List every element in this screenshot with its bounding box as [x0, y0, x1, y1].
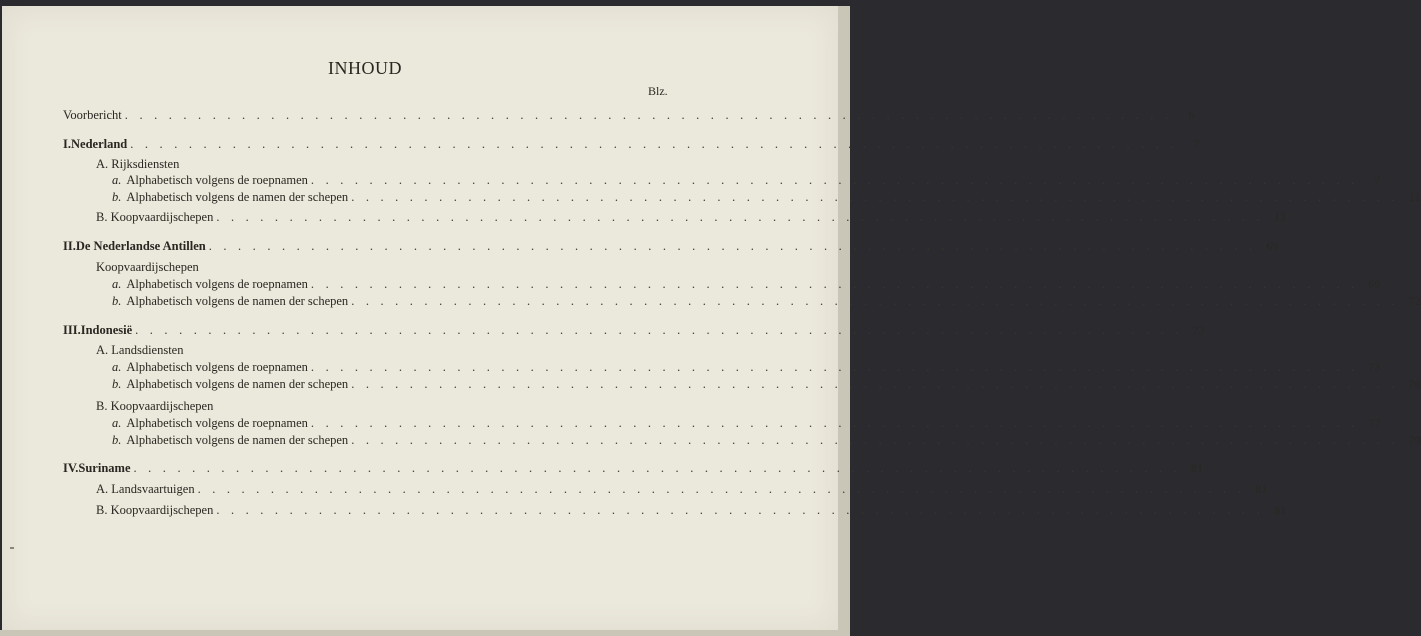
dot-leader: . . . . . . . . . . . . . . . . . . . . . . . . . . . . . . . . . . . . . . . . . . . . . . . . . . . . . . . . . . . . . . . . . . . . . . . .	[208, 239, 1257, 253]
toc-entry-id-a-a	[112, 360, 1381, 378]
toc-entry-label: Alphabetisch volgens de namen der schepen	[126, 294, 349, 308]
toc-entry-na-a	[112, 277, 1381, 295]
toc-entry-label: Koopvaardijschepen	[96, 260, 199, 274]
toc-subsection-koopvaardijschepen	[96, 260, 671, 278]
toc-page-number: 77	[1368, 416, 1381, 430]
toc-entry-label: A. Rijksdiensten	[96, 157, 180, 171]
toc-section-antillen	[63, 239, 1279, 257]
toc-entry-voorbericht	[63, 108, 1195, 126]
toc-entry-label: A. Landsdiensten	[96, 343, 184, 357]
toc-entry-id-b-a	[112, 416, 1381, 434]
dot-leader: . . . . . . . . . . . . . . . . . . . . . . . . . . . . . . . . . . . . . . . . . . . . . . . . . . . . . . . . . . . . . . . . . . . . . . . .	[216, 210, 1264, 224]
item-letter: a.	[112, 416, 122, 430]
toc-entry-label: Voorbericht	[63, 108, 122, 122]
toc-subsection-koopvaardijschepen-id	[96, 399, 671, 417]
paper-speck	[10, 547, 14, 549]
item-letter: b.	[112, 433, 122, 447]
section-number: III.	[63, 323, 81, 337]
toc-entry-label: Alphabetisch volgens de roepnamen	[126, 360, 308, 374]
toc-page-number: 81	[1255, 482, 1268, 496]
dot-leader: . . . . . . . . . . . . . . . . . . . . . . . . . . . . . . . . . . . . . . . . . . . . . . . . . . . . . . . . . . . . . . . . . . . . . . . .	[197, 482, 1246, 496]
toc-entry-label: B. Koopvaardijschepen	[96, 210, 214, 224]
section-number: II.	[63, 239, 76, 253]
item-letter: a.	[112, 360, 122, 374]
toc-entry-label: A. Landsvaartuigen	[96, 482, 195, 496]
toc-entry-nl-b	[96, 210, 1286, 228]
toc-page-number: 73	[1368, 360, 1381, 374]
toc-entry-label: Alphabetisch volgens de roepnamen	[126, 416, 308, 430]
toc-entry-label: Alphabetisch volgens de namen der schepen	[126, 190, 349, 204]
toc-page-number: 72	[1408, 294, 1421, 308]
page-edge-right	[838, 6, 850, 636]
toc-entry-label: Nederland	[71, 137, 128, 151]
dot-leader: . . . . . . . . . . . . . . . . . . . . . . . . . . . . . . . . . . . . . . . . . . . . . . . . . . . . . . . . . . . . . . . . . . . . . . . .	[310, 173, 1359, 187]
dot-leader: . . . . . . . . . . . . . . . . . . . . . . . . . . . . . . . . . . . . . . . . . . . . . . . . . . . . . . . . . . . . . . . . . . . . . . . .	[351, 433, 1399, 447]
dot-leader: . . . . . . . . . . . . . . . . . . . . . . . . . . . . . . . . . . . . . . . . . . . . . . . . . . . . . . . . . . . . . . . . . . . . . . . .	[124, 108, 1173, 122]
dot-leader: . . . . . . . . . . . . . . . . . . . . . . . . . . . . . . . . . . . . . . . . . . . . . . . . . . . . . . . . . . . . . . . . . . . . . . . .	[351, 294, 1399, 308]
toc-page-number: 7	[1374, 173, 1381, 187]
toc-section-indonesie	[63, 323, 1205, 341]
toc-page-number: 79	[1408, 433, 1421, 447]
toc-entry-label: Alphabetisch volgens de namen der schepen	[126, 433, 349, 447]
toc-entry-sr-a	[96, 482, 1268, 500]
dot-leader: . . . . . . . . . . . . . . . . . . . . . . . . . . . . . . . . . . . . . . . . . . . . . . . . . . . . . . . . . . . . . . . . . . . . . . . .	[351, 190, 1399, 204]
toc-entry-label: Alphabetisch volgens de roepnamen	[126, 277, 308, 291]
toc-page-number: 69	[1368, 277, 1381, 291]
toc-section-nederland	[63, 137, 1200, 155]
toc-page-number: 73	[1192, 323, 1205, 337]
toc-entry-label: De Nederlandse Antillen	[75, 239, 206, 253]
toc-entry-nl-a-b	[112, 190, 1421, 208]
dot-leader: . . . . . . . . . . . . . . . . . . . . . . . . . . . . . . . . . . . . . . . . . . . . . . . . . . . . . . . . . . . . . . . . . . . . . . . .	[351, 377, 1399, 391]
toc-page-number: 76	[1408, 377, 1421, 391]
toc-page-number: 81	[1273, 503, 1286, 517]
toc-entry-label: Alphabetisch volgens de namen der schepen	[126, 377, 349, 391]
toc-page-number: 13	[1273, 210, 1286, 224]
document-page	[2, 6, 838, 630]
dot-leader: . . . . . . . . . . . . . . . . . . . . . . . . . . . . . . . . . . . . . . . . . . . . . . . . . . . . . . . . . . . . . . . . . . . . . . . .	[310, 277, 1359, 291]
toc-page-number: 7	[1193, 137, 1200, 151]
item-letter: b.	[112, 190, 122, 204]
page-edge-bottom	[0, 630, 850, 636]
toc-entry-id-b-b	[112, 433, 1421, 451]
dot-leader: . . . . . . . . . . . . . . . . . . . . . . . . . . . . . . . . . . . . . . . . . . . . . . . . . . . . . . . . . . . . . . . . . . . . . . . .	[135, 323, 1183, 337]
page-title: INHOUD	[328, 58, 402, 78]
toc-entry-id-a-b	[112, 377, 1421, 395]
toc-page-number: 6	[1188, 108, 1195, 122]
dot-leader: . . . . . . . . . . . . . . . . . . . . . . . . . . . . . . . . . . . . . . . . . . . . . . . . . . . . . . . . . . . . . . . . . . . . . . . .	[310, 360, 1359, 374]
toc-page-number: 69	[1266, 239, 1279, 253]
section-number: I.	[63, 137, 71, 151]
item-letter: a.	[112, 277, 122, 291]
toc-page-number: 81	[1190, 461, 1203, 475]
toc-entry-sr-b	[96, 503, 1286, 521]
dot-leader: . . . . . . . . . . . . . . . . . . . . . . . . . . . . . . . . . . . . . . . . . . . . . . . . . . . . . . . . . . . . . . . . . . . . . . . .	[216, 503, 1264, 517]
page-column-header: Blz.	[648, 84, 668, 98]
section-number: IV.	[63, 461, 79, 475]
dot-leader: . . . . . . . . . . . . . . . . . . . . . . . . . . . . . . . . . . . . . . . . . . . . . . . . . . . . . . . . . . . . . . . . . . . . . . . .	[133, 461, 1181, 475]
toc-entry-label: Suriname	[78, 461, 131, 475]
item-letter: a.	[112, 173, 122, 187]
toc-subsection-landsdiensten	[96, 343, 671, 361]
toc-page-number: 11	[1409, 190, 1421, 204]
item-letter: b.	[112, 294, 122, 308]
toc-entry-label: Indonesië	[80, 323, 133, 337]
toc-entry-label: Alphabetisch volgens de roepnamen	[126, 173, 308, 187]
dot-leader: . . . . . . . . . . . . . . . . . . . . . . . . . . . . . . . . . . . . . . . . . . . . . . . . . . . . . . . . . . . . . . . . . . . . . . . .	[310, 416, 1359, 430]
toc-entry-label: B. Koopvaardijschepen	[96, 399, 214, 413]
toc-entry-nl-a-a	[112, 173, 1381, 191]
toc-entry-na-b	[112, 294, 1421, 312]
toc-entry-label: B. Koopvaardijschepen	[96, 503, 214, 517]
dot-leader: . . . . . . . . . . . . . . . . . . . . . . . . . . . . . . . . . . . . . . . . . . . . . . . . . . . . . . . . . . . . . . . . . . . . . . . .	[130, 137, 1178, 151]
item-letter: b.	[112, 377, 122, 391]
toc-section-suriname	[63, 461, 1203, 479]
